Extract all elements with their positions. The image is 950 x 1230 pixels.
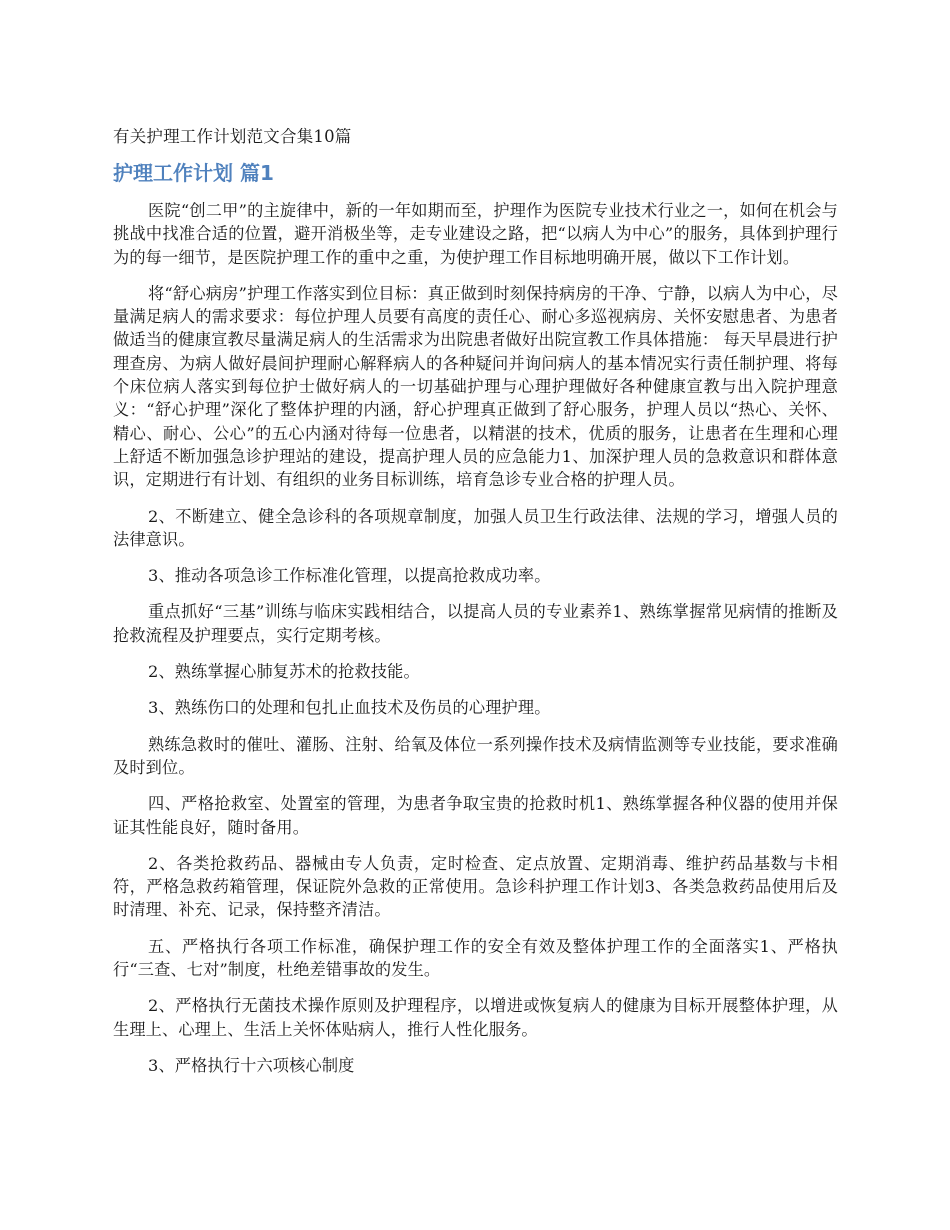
paragraph: 3、推动各项急诊工作标准化管理，以提高抢救成功率。: [148, 566, 551, 586]
paragraph: 重点抓好“三基”训练与临床实践相结合，以提高人员的专业素养1、熟练掌握常见病情的推断及抢救流程及护理要点，实行定期考核。: [113, 602, 838, 645]
paragraph: 四、严格抢救室、处置室的管理，为患者争取宝贵的抢救时机1、熟练掌握各种仪器的使用并保证其性能良好，随时备用。: [113, 794, 838, 837]
paragraph: 2、不断建立、健全急诊科的各项规章制度，加强人员卫生行政法律、法规的学习，增强人员的法律意识。: [113, 506, 838, 549]
document-title: 有关护理工作计划范文合集10篇: [113, 127, 352, 146]
paragraph: 将“舒心病房”护理工作落实到位目标：真正做到时刻保持病房的干净、宁静，以病人为中心，尽量满足病人的需求要求：每位护理人员要有高度的责任心、耐心多巡视病房、关怀安慰患者、为患者做适当的健康宣教尽量满足病人的生活需求为出院患者做好出院宣教工作具体措施： 每天早晨进行护理查房、为病人做好晨间护理耐心解释病人的各种疑问并询问病人的基本情况实行责任制护理、将每个床位病人落实到每位护士做好病人的一切基础护理与心理护理做好各种健康宣教与出入院护理意义：“舒心护理”深化了整体护理的内涵，舒心护理真正做到了舒心服务，护理人员以“热心、关怀、精心、耐心、公心”的五心内涵对待每一位患者，以精湛的技术，优质的服务，让患者在生理和心理上舒适不断加强急诊护理站的建设，提高护理人员的应急能力1、加深护理人员的急救意识和群体意识，定期进行有计划、有组织的业务目标训练，培育急诊专业合格的护理人员。: [113, 283, 838, 490]
paragraph: 2、熟练掌握心肺复苏术的抢救技能。: [148, 662, 420, 682]
paragraph: 2、严格执行无菌技术操作原则及护理程序，以增进或恢复病人的健康为目标开展整体护理，从生理上、心理上、生活上关怀体贴病人，推行人性化服务。: [113, 996, 838, 1039]
paragraph: 2、各类抢救药品、器械由专人负责，定时检查、定点放置、定期消毒、维护药品基数与卡相符，严格急救药箱管理，保证院外急救的正常使用。急诊科护理工作计划3、各类急救药品使用后及时清理、补充、记录，保持整齐清洁。: [113, 853, 838, 920]
document-page: [113, 126, 838, 1090]
paragraph: 3、熟练伤口的处理和包扎止血技术及伤员的心理护理。: [148, 698, 551, 718]
paragraph: 医院“创二甲”的主旋律中，新的一年如期而至，护理作为医院专业技术行业之一，如何在机会与挑战中找准合适的位置，避开消极坐等，走专业建设之路，把“以病人为中心”的服务，具体到护理行为的每一细节，是医院护理工作的重中之重，为使护理工作目标地明确开展，做以下工作计划。: [113, 201, 838, 267]
paragraph: 熟练急救时的催吐、灌肠、注射、给氧及体位一系列操作技术及病情监测等专业技能，要求准确及时到位。: [113, 734, 838, 777]
section-heading: 护理工作计划 篇1: [113, 161, 274, 185]
paragraph: 3、严格执行十六项核心制度: [148, 1055, 355, 1075]
paragraph: 五、严格执行各项工作标准，确保护理工作的安全有效及整体护理工作的全面落实1、严格执行“三查、七对”制度，杜绝差错事故的发生。: [113, 936, 838, 980]
